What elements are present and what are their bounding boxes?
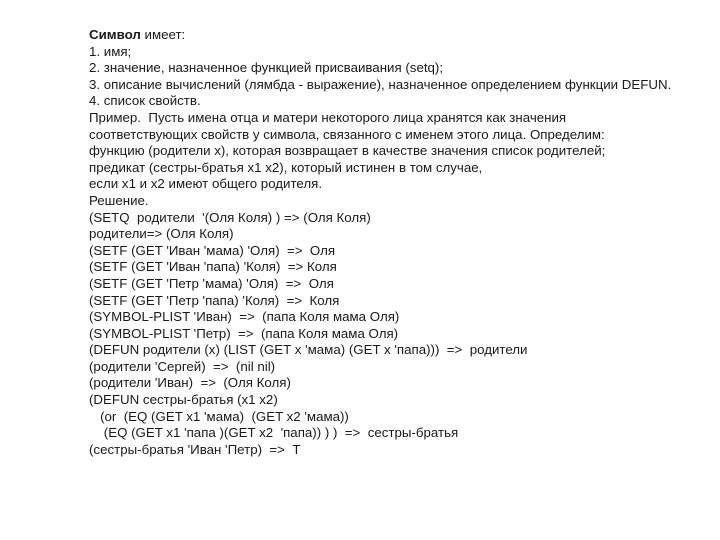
text-line: 2. значение, назначенное функцией присваивания (setq); <box>89 60 444 76</box>
code-line: (SETF (GET 'Иван 'папа) 'Коля) => Коля <box>89 259 337 275</box>
document-body <box>89 27 714 458</box>
code-line: (SYMBOL-PLIST 'Петр) => (папа Коля мама Оля) <box>89 325 399 341</box>
intro-text: имеет: <box>140 27 186 42</box>
code-line: (SYMBOL-PLIST 'Иван) => (папа Коля мама Оля) <box>89 309 400 325</box>
code-line: (SETQ родители '(Оля Коля) ) => (Оля Коля) <box>89 209 371 225</box>
code-line: (DEFUN родители (x) (LIST (GET x 'мама) (GET x 'папа))) => родители <box>89 342 528 358</box>
code-line: (сестры-братья 'Иван 'Петр) => T <box>89 441 301 457</box>
text-line: Пример. Пусть имена отца и матери некоторого лица хранятся как значения <box>89 109 567 125</box>
text-line: предикат (сестры-братья x1 x2), который истинен в том случае, <box>89 159 483 175</box>
code-line: (SETF (GET 'Петр 'мама) 'Оля) => Оля <box>89 275 334 291</box>
text-line: 4. список свойств. <box>89 93 201 109</box>
text-line: соответствующих свойств у символа, связанного с именем этого лица. Определим: <box>89 126 605 142</box>
text-line: функцию (родители x), которая возвращает в качестве значения список родителей; <box>89 143 606 159</box>
code-line: (EQ (GET x1 'папа )(GET x2 'папа)) ) ) => сестры-братья <box>89 425 459 441</box>
text-line: 1. имя; <box>89 43 132 59</box>
code-line: родители=> (Оля Коля) <box>89 226 234 242</box>
intro-term: Символ <box>89 27 141 42</box>
code-line: (родители 'Сергей) => (nil nil) <box>89 358 276 374</box>
code-line: (SETF (GET 'Иван 'мама) 'Оля) => Оля <box>89 242 336 258</box>
code-line: (or (EQ (GET x1 'мама) (GET x2 'мама)) <box>89 408 349 424</box>
code-line: (родители 'Иван) => (Оля Коля) <box>89 375 291 391</box>
code-line: (SETF (GET 'Петр 'папа) 'Коля) => Коля <box>89 292 340 308</box>
text-line: если x1 и x2 имеют общего родителя. <box>89 176 323 192</box>
intro-line <box>89 27 714 44</box>
code-line: (DEFUN сестры-братья (x1 x2) <box>89 392 278 408</box>
text-line: Решение. <box>89 192 149 208</box>
text-line: 3. описание вычислений (лямбда - выражение), назначенное определением функции DEFUN. <box>89 76 672 92</box>
